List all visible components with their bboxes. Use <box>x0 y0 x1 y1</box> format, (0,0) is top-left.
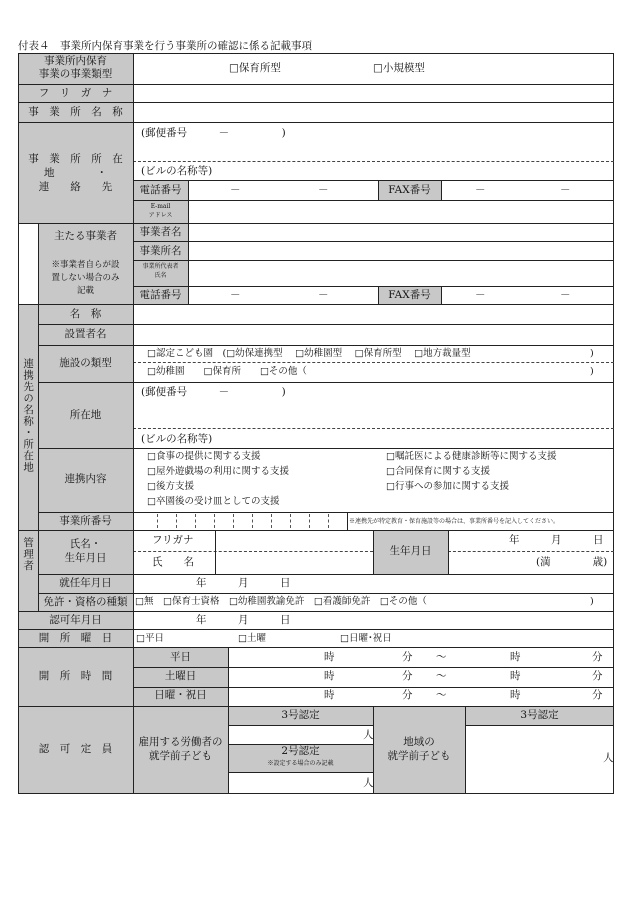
cooperation-label: 連携内容 <box>64 473 107 485</box>
tel-dash-1: － <box>230 184 241 196</box>
hours-sunday-start-min: 分 <box>402 689 413 701</box>
hours-sunday-start-hour: 時 <box>324 689 335 701</box>
manager-side-label: 管理者 <box>22 537 35 572</box>
operator-fax-dash-1: － <box>475 289 486 301</box>
facility-type-row2-close: ) <box>590 366 594 377</box>
local-cert3-label: 3号認定 <box>520 709 559 721</box>
local-person-unit: 人 <box>603 752 614 764</box>
manager-name-field-label: 氏 名 <box>152 556 194 568</box>
open-day-sunday[interactable]: □日曜･祝日 <box>340 633 392 644</box>
coop-playground[interactable]: □屋外遊戯場の利用に関する支援 <box>147 466 289 477</box>
hours-weekday-end-min: 分 <box>592 651 603 663</box>
hours-sunday-tilde: ～ <box>436 689 447 701</box>
operator-label: 主たる事業者 <box>54 230 117 242</box>
hours-sunday-end-hour: 時 <box>510 689 521 701</box>
type-label-1: 事業所内保育 <box>44 55 107 67</box>
manager-furigana-label: フリガナ <box>152 534 194 546</box>
capacity-label: 認 可 定 員 <box>38 743 113 755</box>
cert2-person-unit: 人 <box>363 777 374 789</box>
type-option-shokibo[interactable]: □小規模型 <box>373 62 425 74</box>
operator-rep-label-2: 氏名 <box>154 272 167 279</box>
operator-fax-dash-2: － <box>560 289 571 301</box>
partner-building-field[interactable]: (ビルの名称等) <box>141 433 213 445</box>
local-children-label-2: 就学前子ども <box>387 750 451 762</box>
license-options[interactable]: □無 □保育士資格 □幼稚園教諭免許 □看護師免許 □その他（ <box>135 596 427 607</box>
postal-code-field[interactable]: (郵便番号 － ) <box>141 127 286 139</box>
coop-meal[interactable]: □食事の提供に関する支援 <box>147 451 261 462</box>
hours-sunday-end-min: 分 <box>592 689 603 701</box>
hours-weekday-tilde: ～ <box>436 651 447 663</box>
operator-note-2: 置しない場合のみ <box>51 273 120 283</box>
facility-type-row1-close: ) <box>590 348 594 359</box>
employee-children-label-1: 雇用する労働者の <box>138 736 223 748</box>
coop-joint-care[interactable]: □合同保育に関する支援 <box>386 466 490 477</box>
open-days-label: 開 所 曜 日 <box>38 632 113 644</box>
operator-tel-dash-1: － <box>230 289 241 301</box>
partner-postal-field[interactable]: (郵便番号 － ) <box>141 386 286 398</box>
open-day-weekday[interactable]: □平日 <box>136 633 164 644</box>
manager-name-label-2: 生年月日 <box>64 552 107 564</box>
partner-location-label: 所在地 <box>69 409 102 421</box>
facility-type-row2[interactable]: □幼稚園 □保育所 □その他（ <box>147 366 307 377</box>
founder-label: 設置者名 <box>64 328 107 340</box>
employee-children-label-2: 就学前子ども <box>149 750 212 762</box>
open-hours-label: 開 所 時 間 <box>38 670 113 682</box>
operator-name-label: 事業者名 <box>139 226 182 238</box>
approval-date-field[interactable]: 年 月 日 <box>196 614 291 626</box>
age-field[interactable]: (満 歳) <box>536 556 608 568</box>
email-label-1: E-mail <box>150 203 171 210</box>
cert3-person-unit: 人 <box>363 729 374 741</box>
operator-note-1: ※事業者自らが設 <box>51 260 120 270</box>
building-field[interactable]: (ビルの名称等) <box>141 165 213 177</box>
office-number-note: ※連携先が特定教育・保育施設等の場合は、事業所番号を記入してください。 <box>349 518 560 525</box>
fax-label: FAX番号 <box>388 184 431 196</box>
start-date-field[interactable]: 年 月 日 <box>196 577 291 589</box>
operator-rep-label-1: 事業所代表者 <box>142 263 179 270</box>
approval-date-label: 認可年月日 <box>49 614 102 626</box>
license-options-close: ) <box>590 596 594 607</box>
hours-saturday-start-min: 分 <box>402 670 413 682</box>
tel-label: 電話番号 <box>139 184 182 196</box>
email-label-2: アドレス <box>148 212 173 219</box>
fax-dash-2: － <box>560 184 571 196</box>
address-label-2: 地 ・ <box>44 167 107 179</box>
office-number-label: 事業所番号 <box>59 515 112 527</box>
hours-saturday-end-hour: 時 <box>510 670 521 682</box>
address-label-1: 事 業 所 所 在 <box>28 153 123 165</box>
open-day-saturday[interactable]: □土曜 <box>238 633 266 644</box>
facility-type-row1[interactable]: □認定こども園 (□幼保連携型 □幼稚園型 □保育所型 □地方裁量型 <box>147 348 471 359</box>
hours-saturday-tilde: ～ <box>436 670 447 682</box>
hours-saturday-end-min: 分 <box>592 670 603 682</box>
cert2-note: ※設定する場合のみ記載 <box>267 760 334 767</box>
office-name-label: 事 業 所 名 称 <box>28 106 123 118</box>
hours-weekday-start-min: 分 <box>402 651 413 663</box>
registration-form <box>18 53 614 794</box>
operator-fax-label: FAX番号 <box>388 289 431 301</box>
facility-type-label: 施設の類型 <box>59 357 112 369</box>
hours-sunday-label: 日曜・祝日 <box>154 689 207 701</box>
operator-office-label: 事業所名 <box>139 245 182 257</box>
hours-saturday-label: 土曜日 <box>164 670 197 682</box>
cert2-label: 2号認定 <box>281 745 320 757</box>
operator-tel-dash-2: － <box>318 289 329 301</box>
start-date-label: 就任年月日 <box>59 577 112 589</box>
hours-saturday-start-hour: 時 <box>324 670 335 682</box>
license-label: 免許・資格の種類 <box>43 596 128 608</box>
coop-events[interactable]: □行事への参加に関する支援 <box>386 481 509 492</box>
birth-date-field[interactable]: 年 月 日 <box>509 534 604 546</box>
hours-weekday-end-hour: 時 <box>510 651 521 663</box>
form-title: 付表４ 事業所内保育事業を行う事業所の確認に係る記載事項 <box>18 40 312 52</box>
partner-name-label: 名 称 <box>69 308 102 320</box>
coop-backup[interactable]: □後方支援 <box>147 481 194 492</box>
coop-health-check[interactable]: □嘱託医による健康診断等に関する支援 <box>386 451 557 462</box>
tel-dash-2: － <box>318 184 329 196</box>
birth-date-label: 生年月日 <box>389 545 432 557</box>
local-children-label-1: 地域の <box>403 736 435 748</box>
hours-weekday-label: 平日 <box>170 651 191 663</box>
partner-side-label: 連携先の名称・所在地 <box>22 358 35 473</box>
furigana-label: フ リ ガ ナ <box>38 87 113 99</box>
type-label-2: 事業の事業類型 <box>38 68 113 80</box>
type-option-hoiku[interactable]: □保育所型 <box>229 62 281 74</box>
operator-tel-label: 電話番号 <box>139 289 182 301</box>
operator-note-3: 記載 <box>76 286 94 296</box>
fax-dash-1: － <box>475 184 486 196</box>
manager-name-label-1: 氏名・ <box>69 538 102 550</box>
hours-weekday-start-hour: 時 <box>324 651 335 663</box>
address-label-3: 連 絡 先 <box>38 181 113 193</box>
cert3-label: 3号認定 <box>281 709 320 721</box>
coop-graduation[interactable]: □卒園後の受け皿としての支援 <box>147 496 280 507</box>
